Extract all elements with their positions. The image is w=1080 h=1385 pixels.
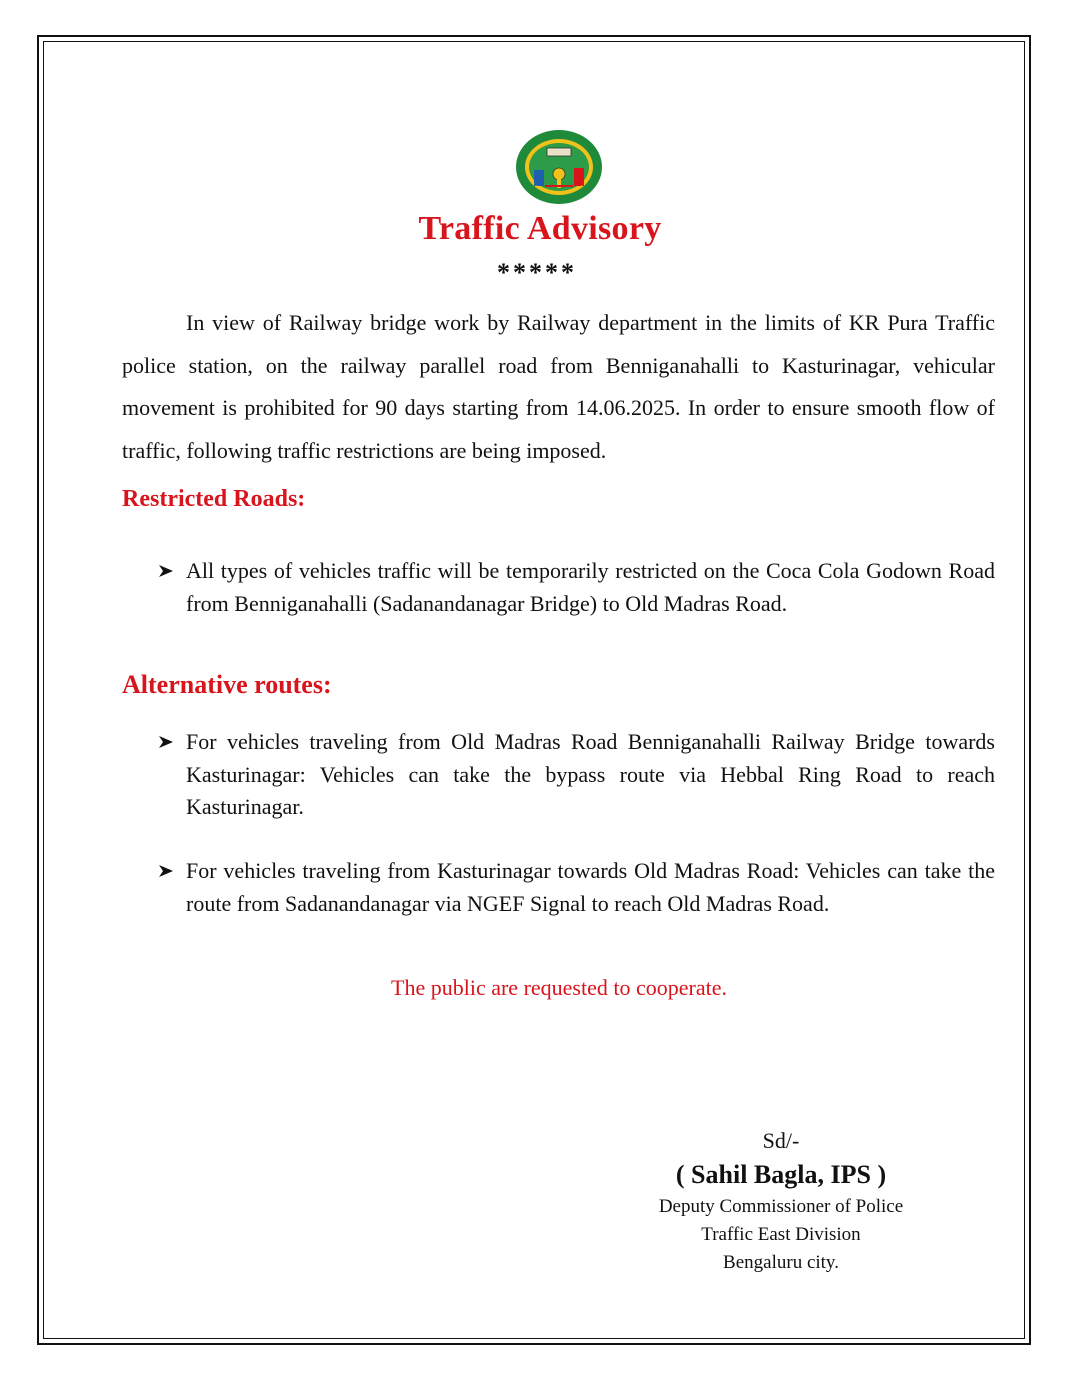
cooperation-request: The public are requested to cooperate. — [391, 975, 727, 1000]
traffic-police-emblem-icon — [514, 128, 604, 206]
signatory-designation: Deputy Commissioner of Police — [658, 1196, 904, 1217]
alternative-routes-heading: Alternative routes: — [122, 670, 332, 699]
alternative-route-item: For vehicles traveling from Old Madras Road Benniganahalli Railway Bridge towards Kasturinagar: Vehicles can take the bypass route via Hebbal Ring Road to reach Kasturinagar. — [186, 729, 995, 819]
signatory-city: Bengaluru city. — [723, 1252, 839, 1273]
arrow-bullet-icon — [158, 864, 174, 878]
restricted-road-item: All types of vehicles traffic will be temporarily restricted on the Coca Cola Godown Road from Benniganahalli (Sadanandanagar Bridge) to Old Madras Road. — [186, 558, 995, 616]
alternative-route-item: For vehicles traveling from Kasturinagar towards Old Madras Road: Vehicles can take the route from Sadanandanagar via NGEF Signal to reach Old Madras Road. — [186, 858, 995, 916]
restricted-roads-heading: Restricted Roads: — [122, 486, 306, 512]
signatory-name: ( Sahil Bagla, IPS ) — [675, 1160, 887, 1189]
title-separator: ***** — [497, 258, 577, 287]
arrow-bullet-icon — [158, 735, 174, 749]
advisory-title: Traffic Advisory — [418, 210, 662, 247]
intro-paragraph: In view of Railway bridge work by Railway department in the limits of KR Pura Traffic police station, on the railway parallel road from Benniganahalli to Kasturinagar, vehicular movement is prohibited for 90 days starting from 14.06.2025. In order to ensure smooth flow of traffic, following traffic restrictions are being imposed. — [122, 310, 995, 463]
arrow-bullet-icon — [158, 564, 174, 578]
signature-sd: Sd/- — [762, 1128, 800, 1153]
signatory-division: Traffic East Division — [701, 1224, 861, 1245]
